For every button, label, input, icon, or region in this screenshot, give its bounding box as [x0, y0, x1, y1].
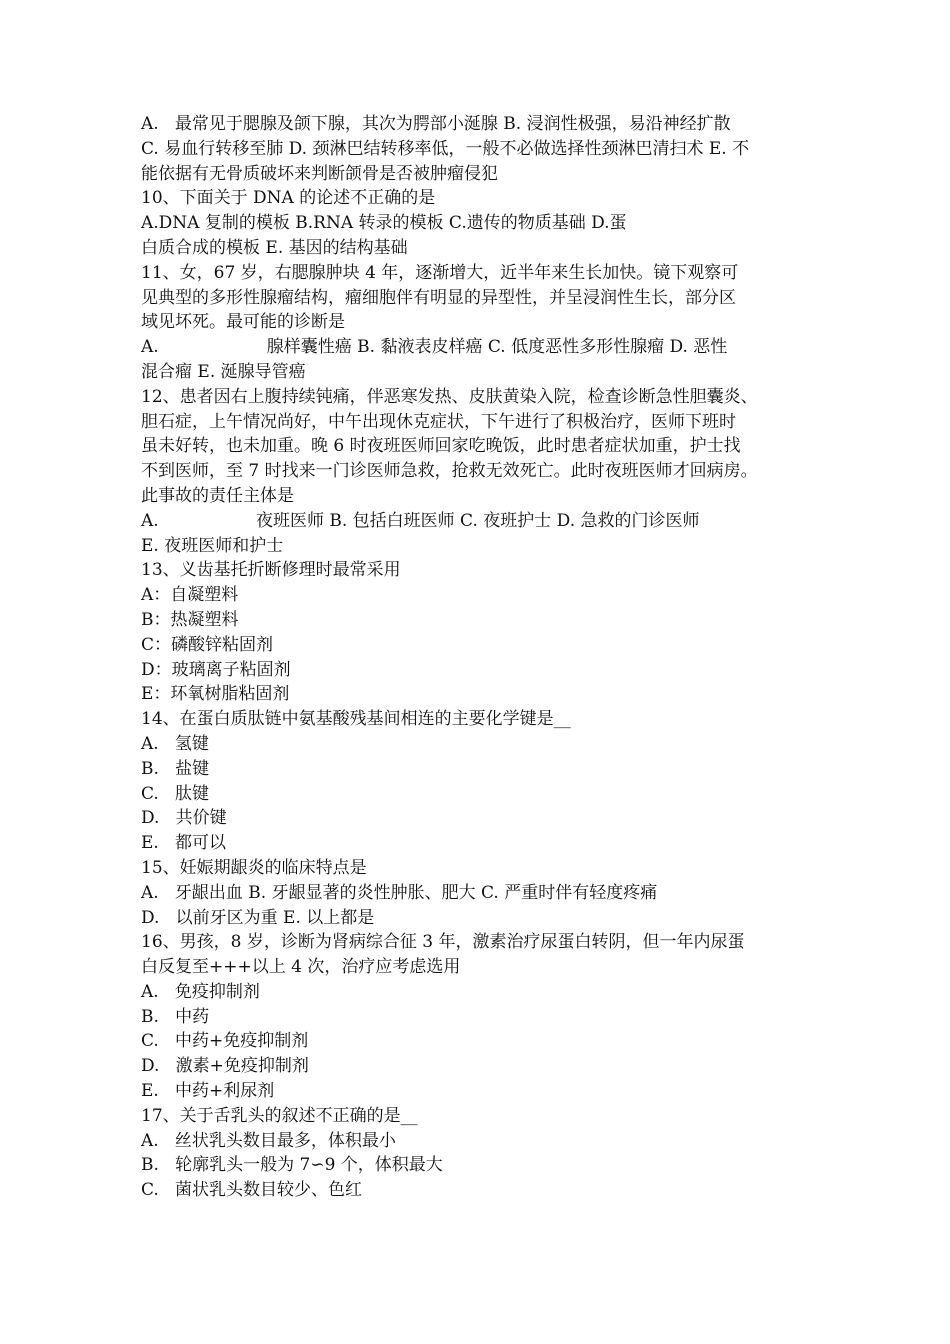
option-line: A. 免疫抑制剂 — [141, 981, 260, 1002]
option-line: D：玻璃离子粘固剂 — [141, 659, 291, 680]
text-line: 白质合成的模板 E. 基因的结构基础 — [141, 237, 408, 258]
document-page — [141, 112, 841, 1203]
text-line: C. 易血行转移至肺 D. 颈淋巴结转移率低，一般不必做选择性颈淋巴清扫术 E. 不 — [141, 138, 750, 159]
option-line: E：环氧树脂粘固剂 — [141, 684, 290, 705]
text-line: 虽未好转，也未加重。晚 6 时夜班医师回家吃晚饭，此时患者症状加重，护士找 — [141, 436, 741, 457]
option-line: D. 激素+免疫抑制剂 — [141, 1056, 309, 1077]
text-line: A. 腺样囊性癌 B. 黏液表皮样癌 C. 低度恶性多形性腺瘤 D. 恶性 — [141, 337, 728, 358]
option-line: A. 丝状乳头数目最多，体积最小 — [141, 1130, 396, 1151]
question-title: 10、下面关于 DNA 的论述不正确的是 — [141, 188, 436, 209]
option-line: D. 以前牙区为重 E. 以上都是 — [141, 907, 375, 928]
option-line: A：自凝塑料 — [141, 585, 239, 606]
option-line: A. 氢键 — [141, 733, 209, 754]
question-title: 15、妊娠期龈炎的临床特点是 — [141, 857, 367, 878]
text-line: 混合瘤 E. 涎腺导管癌 — [141, 361, 306, 382]
question-title: 13、义齿基托折断修理时最常采用 — [141, 560, 401, 581]
text-line: 此事故的责任主体是 — [141, 485, 294, 506]
text-line: 白反复至+++以上 4 次，治疗应考虑选用 — [141, 957, 461, 978]
option-line: E. 中药+利尿剂 — [141, 1081, 275, 1102]
question-title: 12、患者因右上腹持续钝痛，伴恶寒发热、皮肤黄染入院，检查诊断急性胆囊炎、 — [141, 386, 758, 407]
option-line: A. 牙龈出血 B. 牙龈显著的炎性肿胀、肥大 C. 严重时伴有轻度疼痛 — [141, 882, 658, 903]
text-line: 胆石症，上午情况尚好，中午出现休克症状，下午进行了积极治疗，医师下班时 — [141, 411, 736, 432]
question-title: 16、男孩，8 岁，诊断为肾病综合征 3 年，激素治疗尿蛋白转阴，但一年内尿蛋 — [141, 932, 745, 953]
text-line: 能依据有无骨质破坏来判断颌骨是否被肿瘤侵犯 — [141, 163, 498, 184]
option-line: B. 盐键 — [141, 758, 210, 779]
text-line: A. 最常见于腮腺及颌下腺，其次为腭部小涎腺 B. 浸润性极强，易沿神经扩散 — [141, 114, 731, 134]
question-title: 17、关于舌乳头的叙述不正确的是__ — [141, 1105, 418, 1126]
text-line: 不到医师，至 7 时找来一门诊医师急救，抢救无效死亡。此时夜班医师才回病房。 — [141, 461, 758, 482]
option-line: C. 中药+免疫抑制剂 — [141, 1031, 309, 1052]
text-line: 见典型的多形性腺瘤结构，瘤细胞伴有明显的异型性，并呈浸润性生长，部分区 — [141, 287, 736, 308]
text-line: A. 夜班医师 B. 包括白班医师 C. 夜班护士 D. 急救的门诊医师 — [141, 510, 700, 531]
option-line: E. 都可以 — [141, 833, 227, 854]
option-line: C. 肽键 — [141, 783, 210, 804]
question-title: 11、女，67 岁，右腮腺肿块 4 年，逐渐增大，近半年来生长加快。镜下观察可 — [141, 262, 739, 283]
text-line: 域见坏死。最可能的诊断是 — [141, 312, 345, 333]
question-title: 14、在蛋白质肽链中氨基酸残基间相连的主要化学键是__ — [141, 709, 571, 730]
option-line: B. 轮廓乳头一般为 7∽9 个，体积最大 — [141, 1155, 443, 1176]
text-line: A.DNA 复制的模板 B.RNA 转录的模板 C.遗传的物质基础 D.蛋 — [141, 213, 627, 234]
option-line: D. 共价键 — [141, 808, 227, 829]
text-line: E. 夜班医师和护士 — [141, 535, 284, 556]
option-line: B. 中药 — [141, 1006, 210, 1027]
option-line: C. 菌状乳头数目较少、色红 — [141, 1180, 363, 1201]
option-line: C：磷酸锌粘固剂 — [141, 634, 274, 655]
option-line: B：热凝塑料 — [141, 609, 239, 630]
